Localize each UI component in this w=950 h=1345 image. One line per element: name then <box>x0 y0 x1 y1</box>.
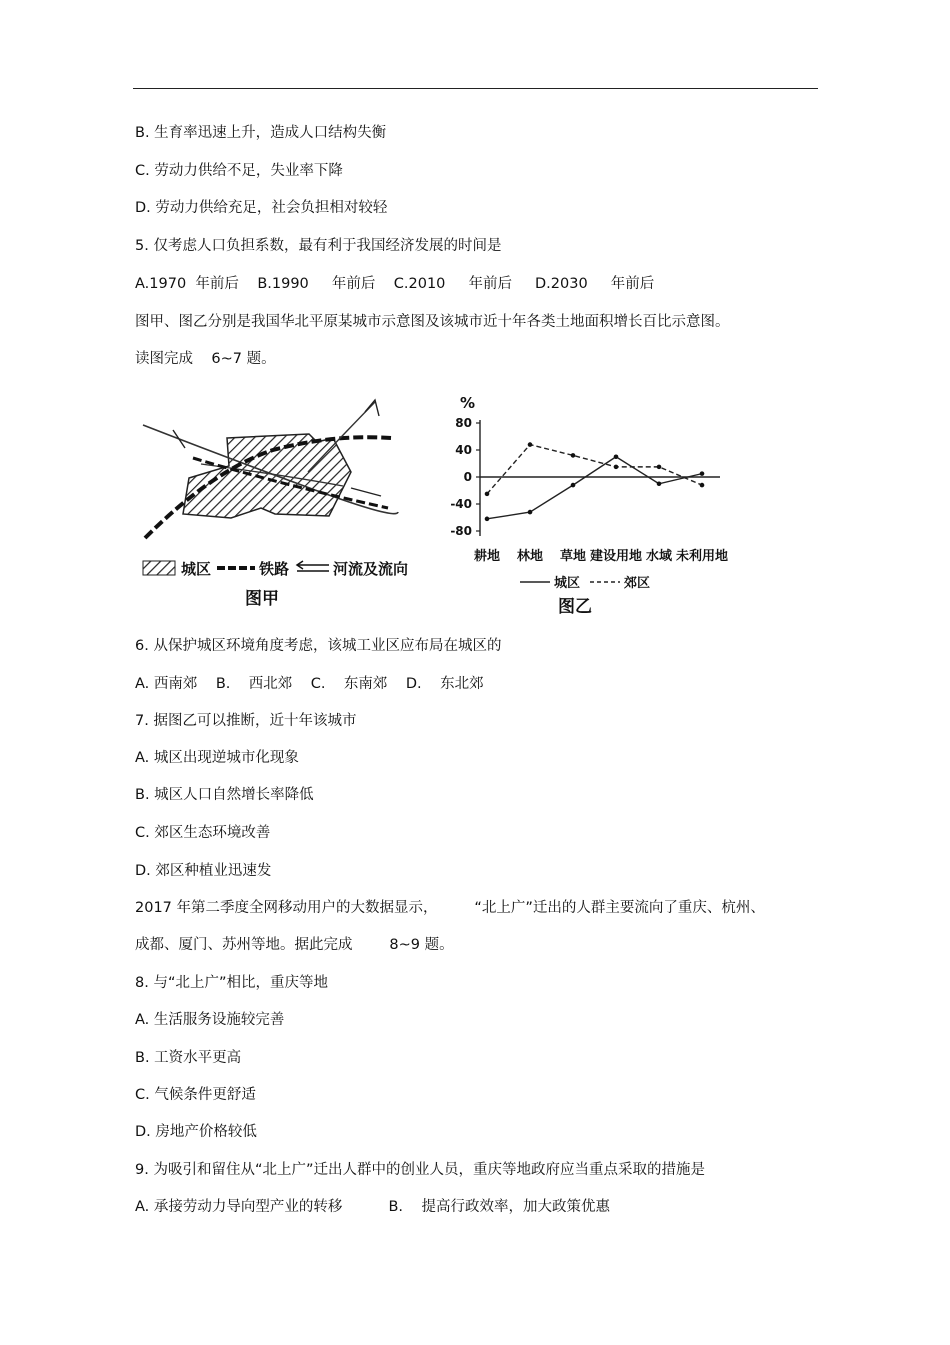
question-9: 9. 为吸引和留住从“北上广”迁出人群中的创业人员，重庆等地政府应当重点采取的措施是 <box>135 1162 705 1178</box>
figure-intro: 图甲、图乙分别是我国华北平原某城市示意图及该城市近十年各类土地面积增长百比示意图。 <box>135 314 730 330</box>
caption-jia: 图甲 <box>245 589 279 609</box>
series-line-0 <box>487 457 702 519</box>
question-5-options: A.1970 年前后 B.1990 年前后 C.2010 年前后 D.2030 年前后 <box>135 276 655 292</box>
caption-yi: 图乙 <box>558 597 592 617</box>
legend-rail: 铁路 <box>259 560 290 578</box>
legend-series-suburb: 郊区 <box>624 576 651 591</box>
chart-yi <box>440 390 760 620</box>
map-jia <box>133 390 423 620</box>
y-tick-label: -40 <box>450 497 472 511</box>
option-c-line: C. 劳动力供给不足，失业率下降 <box>135 163 343 179</box>
y-tick-label: 0 <box>463 470 472 484</box>
data-point-0-2 <box>571 483 576 488</box>
question-6-options: A. 西南郊 B. 西北郊 C. 东南郊 D. 东北郊 <box>135 676 484 692</box>
question-7-option-c: C. 郊区生态环境改善 <box>135 825 271 841</box>
x-tick-label: 林地 <box>516 549 544 564</box>
y-axis-label: % <box>460 394 476 412</box>
question-8-option-c: C. 气候条件更舒适 <box>135 1087 256 1103</box>
legend-river: 河流及流向 <box>333 560 409 578</box>
data-point-1-0 <box>485 492 490 497</box>
option-d-line: D. 劳动力供给充足，社会负担相对较轻 <box>135 200 388 216</box>
y-tick-label: 80 <box>455 416 472 430</box>
question-9-options: A. 承接劳动力导向型产业的转移 B. 提高行政效率，加大政策优惠 <box>135 1199 610 1215</box>
x-tick-label: 水域 <box>645 549 673 564</box>
header-rule <box>133 88 818 89</box>
passage-line-1: 2017 年第二季度全网移动用户的大数据显示， “北上广”迁出的人群主要流向了重庆、杭州、 <box>135 900 765 916</box>
city-area <box>183 434 351 518</box>
question-7-option-d: D. 郊区种植业迅速发 <box>135 863 272 879</box>
x-tick-label: 未利用地 <box>675 549 729 564</box>
question-8: 8. 与“北上广”相比，重庆等地 <box>135 975 328 991</box>
river-arrow-upper <box>173 430 185 448</box>
figure-instruction: 读图完成 6~7 题。 <box>135 351 276 367</box>
passage-line-2: 成都、厦门、苏州等地。据此完成 8~9 题。 <box>135 937 454 953</box>
x-tick-label: 建设用地 <box>589 549 643 564</box>
x-tick-label: 耕地 <box>473 549 501 564</box>
data-point-0-5 <box>700 471 705 476</box>
data-point-0-3 <box>614 454 619 459</box>
data-point-0-4 <box>657 481 662 486</box>
question-7-option-b: B. 城区人口自然增长率降低 <box>135 787 314 803</box>
legend-series-urban: 城区 <box>554 576 581 591</box>
data-point-1-4 <box>657 465 662 470</box>
data-point-0-0 <box>485 517 490 522</box>
question-5: 5. 仅考虑人口负担系数，最有利于我国经济发展的时间是 <box>135 238 502 254</box>
y-tick-label: -80 <box>450 524 472 538</box>
series-line-1 <box>487 445 702 494</box>
river-arrow-right <box>351 488 381 496</box>
question-8-option-d: D. 房地产价格较低 <box>135 1124 257 1140</box>
question-8-option-b: B. 工资水平更高 <box>135 1050 242 1066</box>
data-point-0-1 <box>528 510 533 515</box>
data-point-1-3 <box>614 465 619 470</box>
y-tick-label: 40 <box>455 443 472 457</box>
data-point-1-2 <box>571 453 576 458</box>
north-arrow <box>365 400 379 416</box>
option-b-line: B. 生育率迅速上升，造成人口结构失衡 <box>135 125 387 141</box>
question-7: 7. 据图乙可以推断，近十年该城市 <box>135 713 357 729</box>
data-point-1-1 <box>528 442 533 447</box>
question-8-option-a: A. 生活服务设施较完善 <box>135 1012 285 1028</box>
x-tick-label: 草地 <box>559 549 587 564</box>
data-point-1-5 <box>700 483 705 488</box>
question-7-option-a: A. 城区出现逆城市化现象 <box>135 750 299 766</box>
legend-city-swatch <box>143 561 175 575</box>
question-6: 6. 从保护城区环境角度考虑，该城工业区应布局在城区的 <box>135 638 502 654</box>
legend-city: 城区 <box>181 560 212 578</box>
